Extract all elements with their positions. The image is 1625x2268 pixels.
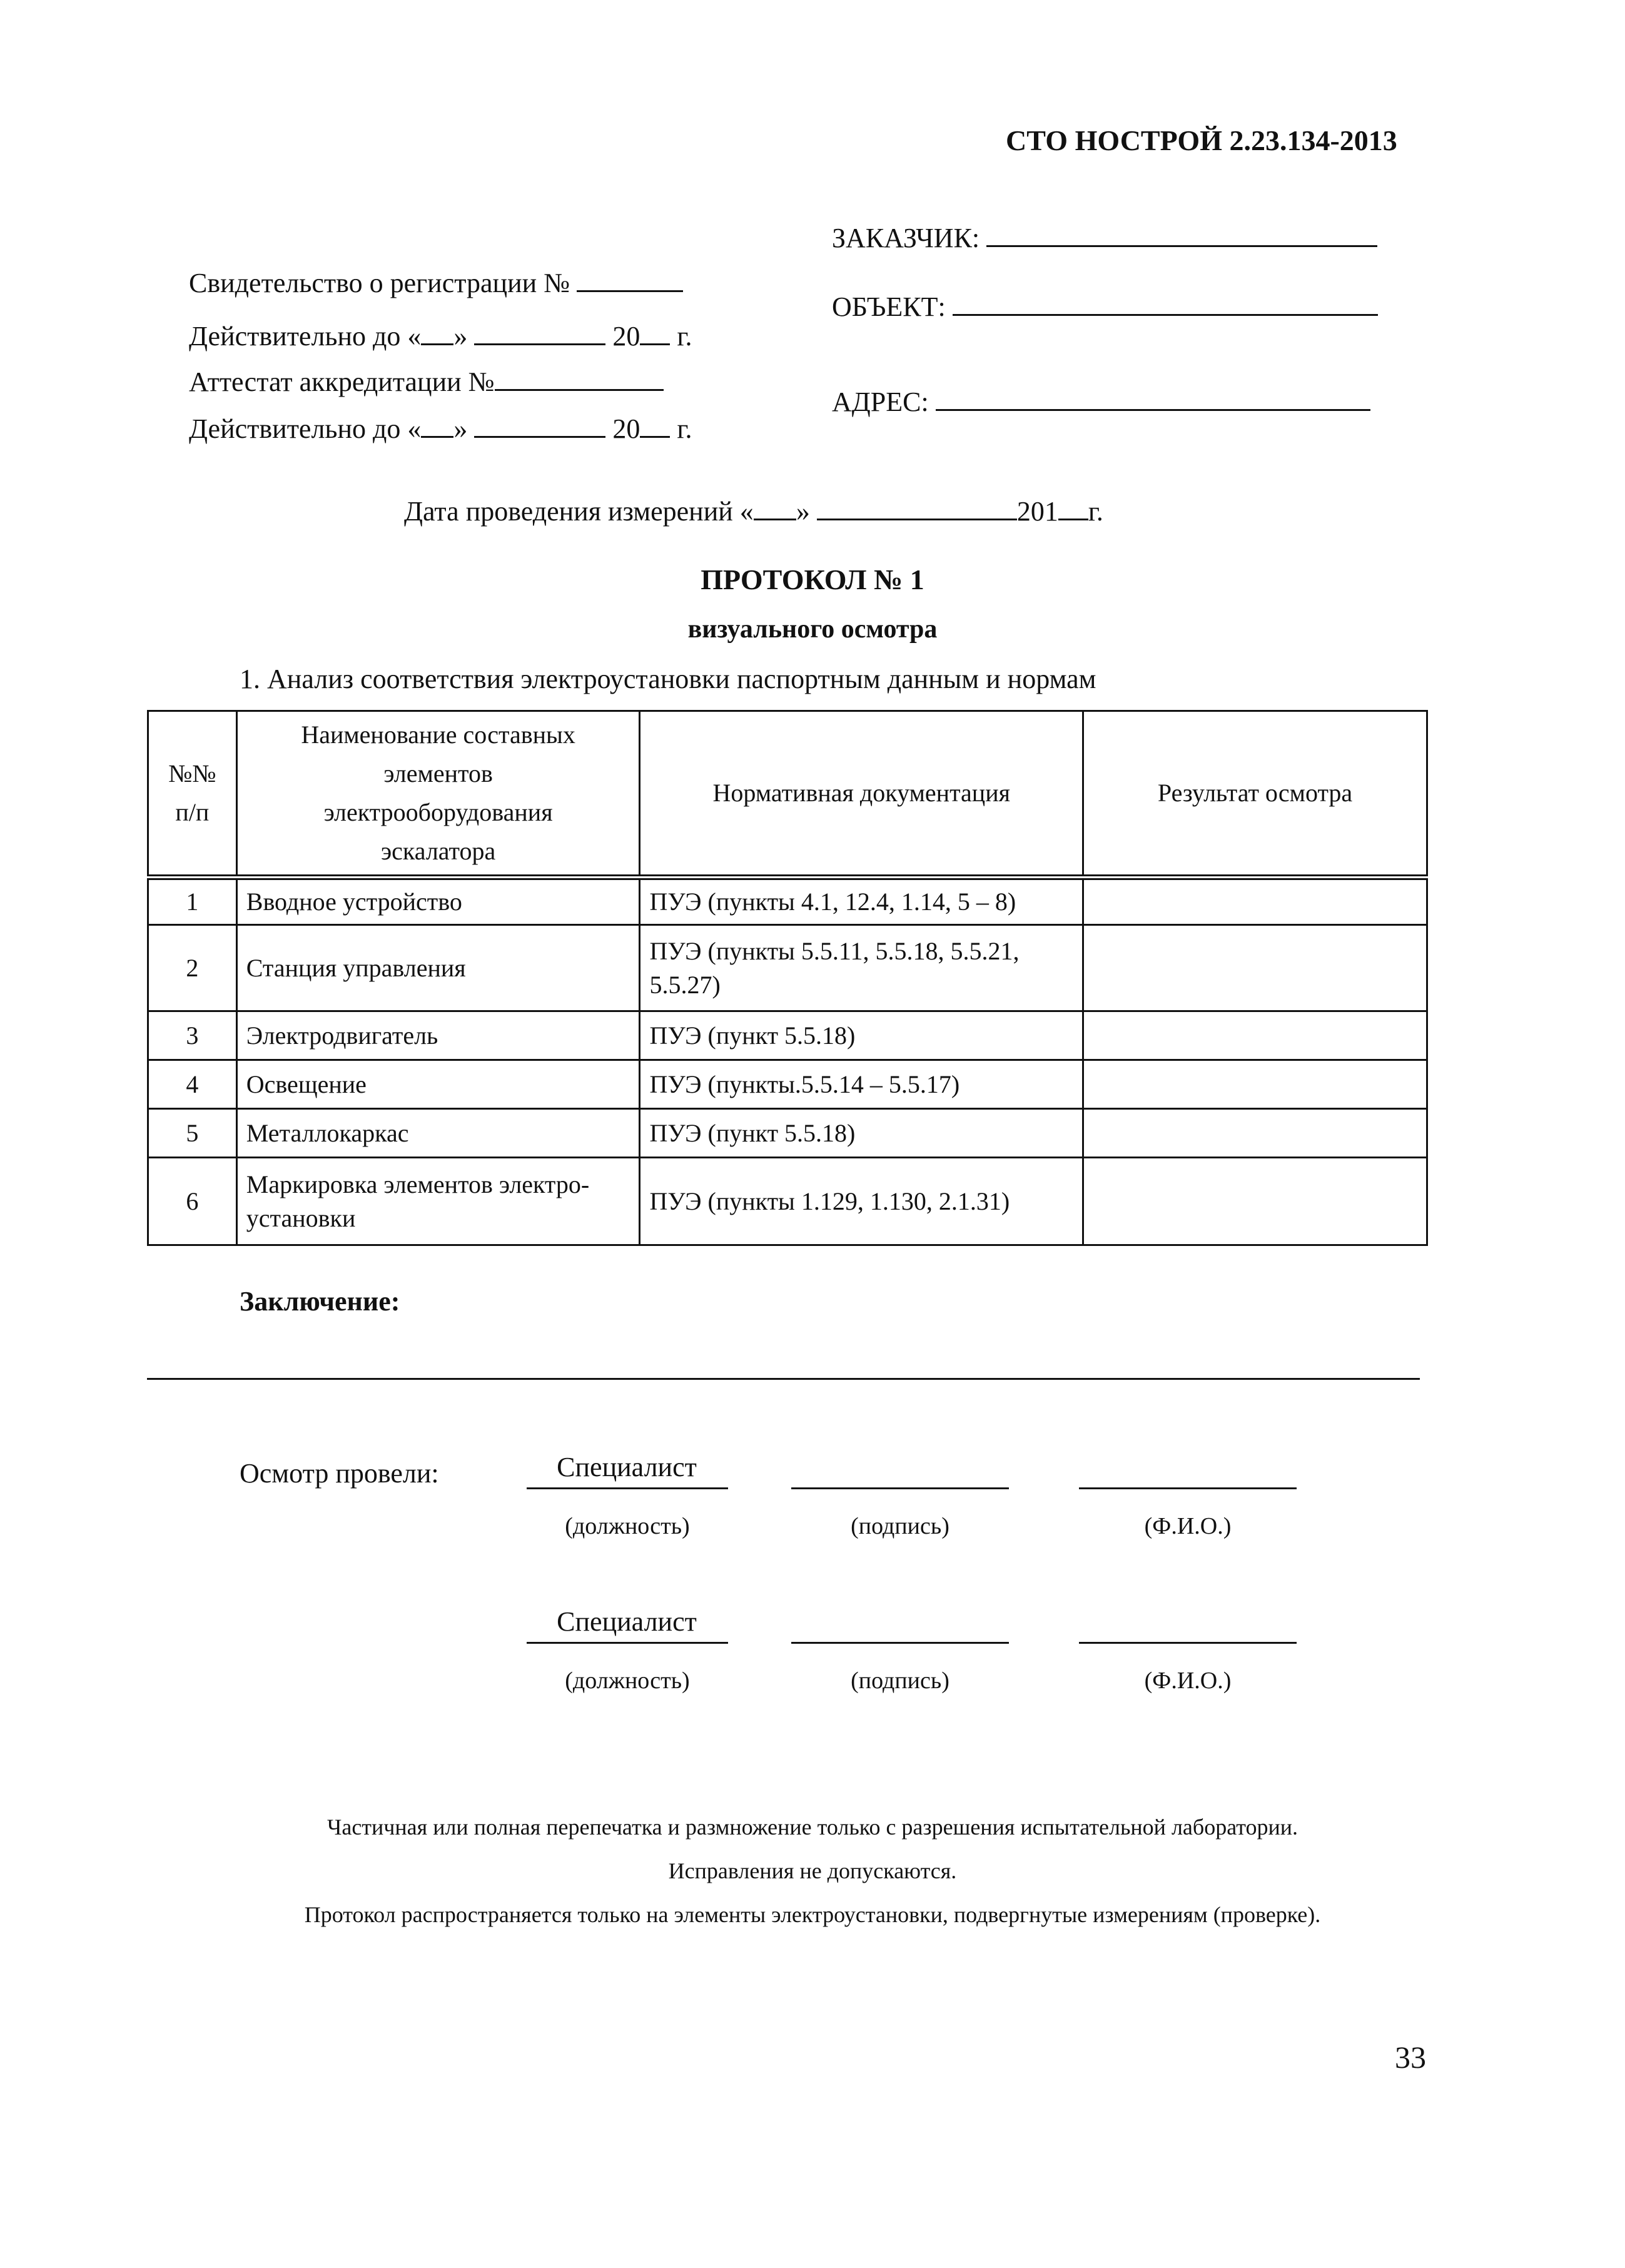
position-line-1[interactable] bbox=[527, 1487, 728, 1489]
accreditation-blank[interactable] bbox=[495, 367, 664, 391]
cell-docs: ПУЭ (пункт 5.5.18) bbox=[640, 1109, 1083, 1158]
cell-num: 5 bbox=[148, 1109, 237, 1158]
cell-docs: ПУЭ (пункты.5.5.14 – 5.5.17) bbox=[640, 1060, 1083, 1109]
cell-name: Маркировка элементов электро-установки bbox=[236, 1158, 640, 1245]
footer-line-2: Исправления не допускаются. bbox=[668, 1858, 957, 1883]
year-prefix: 201 bbox=[1016, 496, 1058, 527]
address-blank[interactable] bbox=[936, 387, 1370, 411]
footer-line-3: Протокол распространяется только на элементы электроустановки, подвергнутые измерениям (проверке). bbox=[304, 1902, 1321, 1927]
cell-num: 4 bbox=[148, 1060, 237, 1109]
day-blank[interactable] bbox=[421, 413, 453, 438]
valid-until-label: Действительно до « bbox=[189, 413, 422, 444]
accreditation-label: Аттестат аккредитации № bbox=[189, 367, 495, 397]
protocol-title: ПРОТОКОЛ № 1 bbox=[701, 564, 924, 595]
cell-result[interactable] bbox=[1083, 925, 1427, 1011]
cell-docs: ПУЭ (пункты 1.129, 1.130, 2.1.31) bbox=[640, 1158, 1083, 1245]
cell-result[interactable] bbox=[1083, 878, 1427, 925]
table-row bbox=[148, 1158, 1427, 1245]
address-label: АДРЕС: bbox=[832, 387, 929, 417]
signature-caption: (подпись) bbox=[851, 1513, 949, 1539]
object-label: ОБЪЕКТ: bbox=[832, 291, 946, 322]
valid-until-label: Действительно до « bbox=[189, 321, 422, 352]
year-blank[interactable] bbox=[640, 321, 670, 345]
position-caption: (должность) bbox=[565, 1668, 690, 1694]
header-result: Результат осмотра bbox=[1083, 711, 1427, 878]
position-value-2: Специалист bbox=[557, 1606, 697, 1637]
cell-result[interactable] bbox=[1083, 1158, 1427, 1245]
conclusion-line[interactable] bbox=[147, 1378, 1420, 1380]
month-blank[interactable] bbox=[474, 321, 605, 345]
section-heading: 1. Анализ соответствия электроустановки паспортным данным и нормам bbox=[240, 664, 1096, 694]
inspected-by-label: Осмотр провели: bbox=[240, 1458, 439, 1489]
quote-close: » bbox=[796, 496, 810, 527]
registration-blank[interactable] bbox=[577, 268, 683, 292]
customer-blank[interactable] bbox=[986, 223, 1377, 247]
table-row bbox=[148, 1060, 1427, 1109]
accreditation-field bbox=[189, 366, 664, 398]
cell-name: Вводное устройство bbox=[236, 878, 640, 925]
cell-result[interactable] bbox=[1083, 1109, 1427, 1158]
header-name: Наименование составных элементов электрооборудования эскалатора bbox=[236, 711, 640, 878]
table-row bbox=[148, 1109, 1427, 1158]
header-num: №№ п/п bbox=[148, 711, 237, 878]
position-line-2[interactable] bbox=[527, 1642, 728, 1644]
customer-field bbox=[832, 222, 1377, 254]
day-blank[interactable] bbox=[754, 496, 796, 520]
cell-num: 1 bbox=[148, 878, 237, 925]
year-suffix: г. bbox=[677, 413, 692, 444]
year-blank[interactable] bbox=[640, 413, 670, 438]
month-blank[interactable] bbox=[817, 496, 1017, 520]
name-caption: (Ф.И.О.) bbox=[1144, 1668, 1232, 1694]
valid-until-2 bbox=[189, 413, 692, 445]
conclusion-label: Заключение: bbox=[240, 1286, 400, 1317]
cell-docs: ПУЭ (пункт 5.5.18) bbox=[640, 1011, 1083, 1060]
signature-line-1[interactable] bbox=[791, 1487, 1009, 1489]
year-blank[interactable] bbox=[1058, 496, 1088, 520]
cell-name: Металлокаркас bbox=[236, 1109, 640, 1158]
signature-caption: (подпись) bbox=[851, 1668, 949, 1694]
cell-docs: ПУЭ (пункты 4.1, 12.4, 1.14, 5 – 8) bbox=[640, 878, 1083, 925]
registration-label: Свидетельство о регистрации № bbox=[189, 268, 570, 298]
quote-close: » bbox=[453, 321, 468, 352]
page-number: 33 bbox=[1395, 2040, 1426, 2075]
measure-date-label: Дата проведения измерений « bbox=[404, 496, 754, 527]
document-code: СТО НОСТРОЙ 2.23.134-2013 bbox=[1006, 124, 1397, 156]
customer-label: ЗАКАЗЧИК: bbox=[832, 223, 980, 253]
signature-line-2[interactable] bbox=[791, 1642, 1009, 1644]
footer-line-1: Частичная или полная перепечатка и размножение только с разрешения испытательной лаборатории. bbox=[327, 1815, 1298, 1840]
header-docs: Нормативная документация bbox=[640, 711, 1083, 878]
inspection-table bbox=[147, 710, 1428, 1246]
name-line-1[interactable] bbox=[1079, 1487, 1297, 1489]
day-blank[interactable] bbox=[421, 321, 453, 345]
measure-date-field bbox=[404, 495, 1103, 527]
cell-name: Электродвигатель bbox=[236, 1011, 640, 1060]
quote-close: » bbox=[453, 413, 468, 444]
object-blank[interactable] bbox=[953, 291, 1378, 316]
valid-until-1 bbox=[189, 320, 692, 352]
cell-docs: ПУЭ (пункты 5.5.11, 5.5.18, 5.5.21, 5.5.27) bbox=[640, 925, 1083, 1011]
protocol-subtitle: визуального осмотра bbox=[687, 615, 938, 644]
cell-result[interactable] bbox=[1083, 1060, 1427, 1109]
object-field bbox=[832, 291, 1378, 323]
cell-num: 3 bbox=[148, 1011, 237, 1060]
year-suffix: г. bbox=[677, 321, 692, 352]
address-field bbox=[832, 386, 1370, 418]
cell-num: 6 bbox=[148, 1158, 237, 1245]
year-suffix: г. bbox=[1088, 496, 1103, 527]
cell-name: Освещение bbox=[236, 1060, 640, 1109]
table-row bbox=[148, 1011, 1427, 1060]
name-caption: (Ф.И.О.) bbox=[1144, 1513, 1232, 1539]
table-header-row bbox=[148, 711, 1427, 878]
year-prefix: 20 bbox=[612, 413, 640, 444]
position-caption: (должность) bbox=[565, 1513, 690, 1539]
cell-result[interactable] bbox=[1083, 1011, 1427, 1060]
position-value-1: Специалист bbox=[557, 1452, 697, 1482]
table-row bbox=[148, 878, 1427, 925]
year-prefix: 20 bbox=[612, 321, 640, 352]
cell-num: 2 bbox=[148, 925, 237, 1011]
name-line-2[interactable] bbox=[1079, 1642, 1297, 1644]
registration-field bbox=[189, 267, 683, 299]
month-blank[interactable] bbox=[474, 413, 605, 438]
cell-name: Станция управления bbox=[236, 925, 640, 1011]
table-row bbox=[148, 925, 1427, 1011]
